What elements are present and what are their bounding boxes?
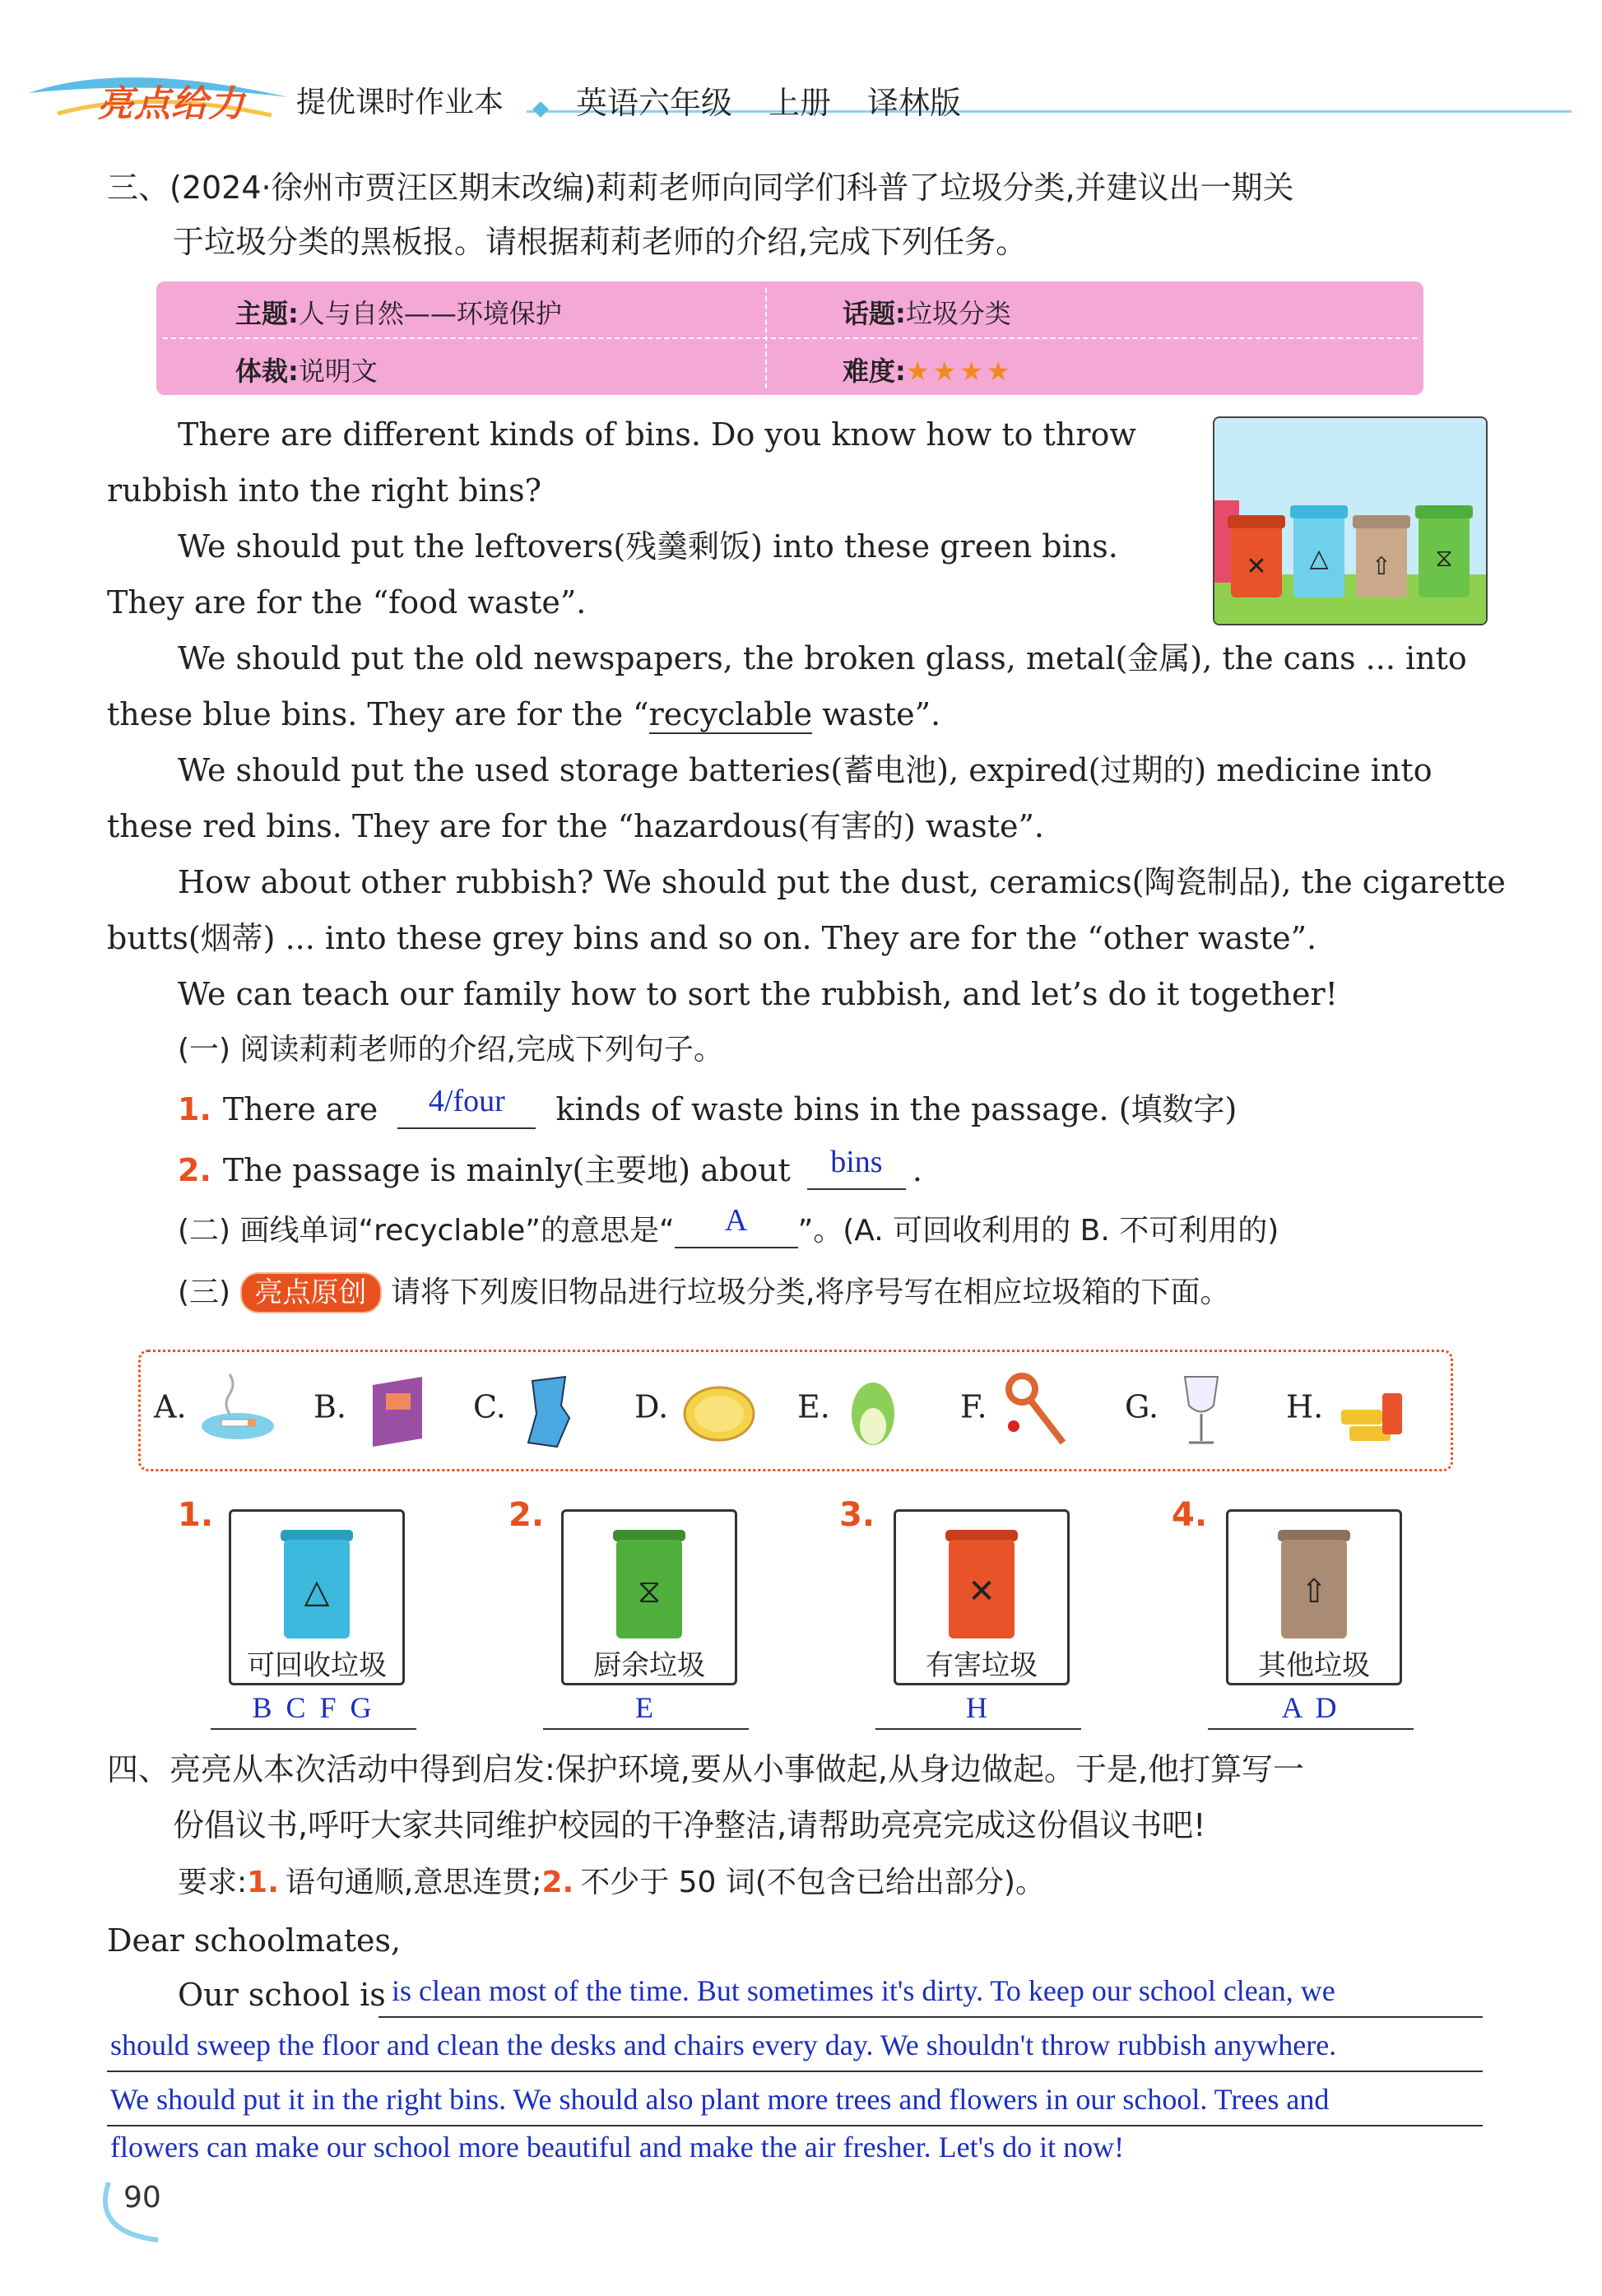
req-label: 要求: xyxy=(178,1866,248,1899)
wine-glass-icon xyxy=(1168,1369,1234,1451)
bin-hazardous xyxy=(894,1509,1070,1685)
item-b xyxy=(313,1369,439,1451)
items-panel xyxy=(138,1350,1453,1471)
bin4-label: 其他垃圾 xyxy=(1258,1649,1370,1682)
section4-requirements xyxy=(178,1865,1045,1900)
page-number: 90 xyxy=(123,2181,161,2215)
passage-p5-line2: butts(烟蒂) ... into these grey bins and so on. They are for the “other waste”. xyxy=(107,920,1317,956)
bin2-answer: E xyxy=(635,1691,657,1724)
batteries-icon xyxy=(1333,1369,1415,1451)
part2-text-a: (二) 画线单词“recyclable”的意思是“ xyxy=(178,1214,675,1248)
passage-p2-line1: We should put the leftovers(残羹剩饭) into these green bins. xyxy=(178,528,1118,565)
item-b-letter: B. xyxy=(313,1388,347,1425)
item-d xyxy=(634,1369,760,1451)
bin-food xyxy=(561,1509,737,1685)
letter-answer-line3[interactable]: We should put it in the right bins. We should also plant more trees and flowers in our school. Trees and xyxy=(110,2083,1330,2116)
passage-p1-line2: rubbish into the right bins? xyxy=(107,472,541,509)
bowl-icon xyxy=(678,1369,760,1451)
passage-p5-line1: How about other rubbish? We should put the dust, ceramics(陶瓷制品), the cigarette xyxy=(178,864,1506,900)
letter-answer-line4[interactable]: flowers can make our school more beautiful and make the air fresher. Let's do it now! xyxy=(110,2131,1125,2164)
blue-bin-icon xyxy=(1290,505,1348,597)
hourglass-icon xyxy=(564,1512,735,1643)
passage-p2-line2: They are for the “food waste”. xyxy=(107,584,587,620)
bin3-answer-line[interactable] xyxy=(875,1690,1081,1730)
diamond-icon xyxy=(532,101,549,118)
original-badge: 亮点原创 xyxy=(240,1272,382,1313)
passage-p4-line2: these red bins. They are for the “hazardous(有害的) waste”. xyxy=(107,808,1044,844)
bin4-number: 4. xyxy=(1172,1496,1208,1534)
underlined-word-recyclable: recyclable xyxy=(648,696,813,732)
svg-text:⧖: ⧖ xyxy=(1435,544,1453,573)
part2-text-b: ”。(A. 可回收利用的 B. 不可利用的) xyxy=(797,1214,1279,1248)
recycle-triangle-icon xyxy=(231,1512,402,1643)
part2-answer-blank[interactable] xyxy=(675,1203,798,1248)
svg-text:△: △ xyxy=(304,1573,330,1610)
bin3-number: 3. xyxy=(839,1496,875,1534)
keys-icon xyxy=(997,1369,1080,1451)
book-icon xyxy=(356,1369,439,1451)
q1-text-a: There are xyxy=(222,1091,378,1127)
svg-text:⧖: ⧖ xyxy=(637,1573,662,1610)
part3-text: 请将下列废旧物品进行垃圾分类,将序号写在相应垃圾箱的下面。 xyxy=(391,1276,1230,1309)
green-bin-icon xyxy=(1415,505,1473,597)
svg-text:⇧: ⇧ xyxy=(1371,552,1392,581)
cigarette-ashtray-icon xyxy=(197,1369,279,1451)
bin1-answer: B C F G xyxy=(252,1691,375,1724)
subject-info xyxy=(576,77,997,123)
info-difficulty-label: 难度: xyxy=(843,356,906,387)
info-table xyxy=(156,281,1423,395)
passage-p3-line2 xyxy=(107,696,940,734)
q2-answer: bins xyxy=(830,1144,883,1179)
info-divider-horizontal xyxy=(163,337,1417,339)
section3-title-line2: 于垃圾分类的黑板报。请根据莉莉老师的介绍,完成下列任务。 xyxy=(173,224,1028,260)
info-genre xyxy=(235,351,378,388)
item-a-letter: A. xyxy=(154,1388,187,1425)
subject-volume: 上册 xyxy=(768,85,832,121)
svg-text:✕: ✕ xyxy=(968,1573,996,1610)
info-topic-label: 话题: xyxy=(843,298,906,329)
cabbage-icon xyxy=(840,1369,906,1451)
letter-start: Our school is xyxy=(178,1977,386,2013)
passage-p3-line2-a: these blue bins. They are for the “ xyxy=(107,696,649,732)
passage-p4-line1: We should put the used storage batteries(蓄电池), expired(过期的) medicine into xyxy=(178,752,1433,788)
item-g-letter: G. xyxy=(1125,1388,1159,1425)
info-theme xyxy=(235,293,562,331)
q1-text-b: kinds of waste bins in the passage. (填数字) xyxy=(555,1091,1237,1127)
item-f-letter: F. xyxy=(960,1388,987,1425)
bins-illustration-graphic xyxy=(1214,418,1486,624)
section4-title-line2: 份倡议书,呼吁大家共同维护校园的干净整洁,请帮助亮亮完成这份倡议书吧! xyxy=(173,1807,1206,1843)
info-topic xyxy=(843,293,1011,331)
bin-other xyxy=(1226,1509,1402,1685)
arrows-triangle-icon xyxy=(1228,1512,1400,1643)
writing-line-3 xyxy=(107,2123,1483,2126)
item-e xyxy=(797,1369,906,1451)
q2-answer-blank[interactable] xyxy=(807,1144,906,1190)
item-e-letter: E. xyxy=(797,1388,830,1425)
bin4-answer: A D xyxy=(1281,1691,1340,1724)
bin3-answer: H xyxy=(966,1691,991,1724)
req1-number: 1. xyxy=(247,1866,279,1899)
brown-bin-icon xyxy=(1353,515,1410,597)
info-difficulty xyxy=(843,351,1014,388)
item-h-letter: H. xyxy=(1286,1388,1324,1425)
part2-question xyxy=(178,1203,1279,1248)
q1-answer-blank[interactable] xyxy=(397,1083,536,1129)
info-genre-value: 说明文 xyxy=(298,356,378,387)
brand-title: 亮点给力 xyxy=(97,83,245,125)
subject-grade: 英语六年级 xyxy=(576,85,733,121)
bin1-number: 1. xyxy=(178,1496,214,1534)
req1-text: 语句通顺,意思连贯; xyxy=(285,1866,542,1899)
q2-text-b: . xyxy=(912,1152,922,1188)
passage-p1-line1: There are different kinds of bins. Do you know how to throw xyxy=(178,416,1136,453)
item-g xyxy=(1125,1369,1234,1451)
info-genre-label: 体裁: xyxy=(235,356,299,387)
q1-number: 1. xyxy=(178,1091,211,1127)
item-d-letter: D. xyxy=(634,1388,669,1425)
passage-p3-line2-b: waste”. xyxy=(812,696,941,732)
info-theme-label: 主题: xyxy=(235,298,299,329)
q2-text-a: The passage is mainly(主要地) about xyxy=(222,1152,791,1188)
section3-title-line1: 三、(2024·徐州市贾汪区期末改编)莉莉老师向同学们科普了垃圾分类,并建议出一期关 xyxy=(107,170,1294,206)
letter-answer-line1[interactable]: is clean most of the time. But sometimes it's dirty. To keep our school clean, we xyxy=(392,1974,1335,2007)
letter-salutation: Dear schoolmates, xyxy=(107,1922,402,1959)
passage-p6: We can teach our family how to sort the rubbish, and let’s do it together! xyxy=(178,976,1338,1012)
part1-q2 xyxy=(178,1144,922,1190)
bin3-label: 有害垃圾 xyxy=(926,1649,1038,1682)
red-bin-icon xyxy=(1228,515,1285,597)
writing-line-1 xyxy=(378,2015,1483,2018)
svg-text:⇧: ⇧ xyxy=(1300,1573,1328,1610)
bin2-number: 2. xyxy=(508,1496,545,1534)
info-theme-value: 人与自然——环境保护 xyxy=(298,298,562,329)
part3-question xyxy=(178,1272,1229,1313)
letter-answer-line2[interactable]: should sweep the floor and clean the desks and chairs every day. We shouldn't throw rubbish anywhere. xyxy=(110,2029,1337,2061)
part2-answer: A xyxy=(724,1203,748,1239)
svg-text:✕: ✕ xyxy=(1246,552,1267,581)
part1-q1 xyxy=(178,1083,1237,1129)
page-header xyxy=(0,49,1602,148)
writing-line-2 xyxy=(107,2069,1483,2072)
crushed-can-icon xyxy=(516,1369,582,1451)
part1-title: (一) 阅读莉莉老师的介绍,完成下列句子。 xyxy=(178,1033,723,1067)
req2-number: 2. xyxy=(541,1866,574,1899)
bin1-answer-line[interactable] xyxy=(211,1690,416,1730)
svg-text:△: △ xyxy=(1309,544,1329,573)
q2-number: 2. xyxy=(178,1152,211,1188)
cross-icon xyxy=(896,1512,1067,1643)
part3-prefix: (三) xyxy=(178,1276,231,1309)
section4-title-line1: 四、亮亮从本次活动中得到启发:保护环境,要从小事做起,从身边做起。于是,他打算写一 xyxy=(107,1751,1305,1787)
bin-recyclable xyxy=(229,1509,405,1685)
difficulty-stars: ★★★★ xyxy=(905,356,1014,387)
req2-text: 不少于 50 词(不包含已给出部分)。 xyxy=(580,1866,1045,1899)
subject-edition: 译林版 xyxy=(867,85,962,121)
brand-subtitle: 提优课时作业本 xyxy=(296,86,504,119)
item-h xyxy=(1286,1369,1415,1451)
bin2-answer-line[interactable] xyxy=(543,1690,749,1730)
item-c xyxy=(473,1369,582,1451)
item-f xyxy=(960,1369,1080,1451)
q1-answer: 4/four xyxy=(428,1083,505,1118)
bin2-label: 厨余垃圾 xyxy=(593,1649,705,1682)
item-a xyxy=(154,1369,279,1451)
item-c-letter: C. xyxy=(473,1388,506,1425)
bins-illustration xyxy=(1213,416,1488,625)
passage-p3-line1: We should put the old newspapers, the broken glass, metal(金属), the cans ... into xyxy=(178,640,1467,676)
bin4-answer-line[interactable] xyxy=(1208,1690,1414,1730)
bin1-label: 可回收垃圾 xyxy=(247,1649,387,1682)
info-topic-value: 垃圾分类 xyxy=(905,298,1011,329)
